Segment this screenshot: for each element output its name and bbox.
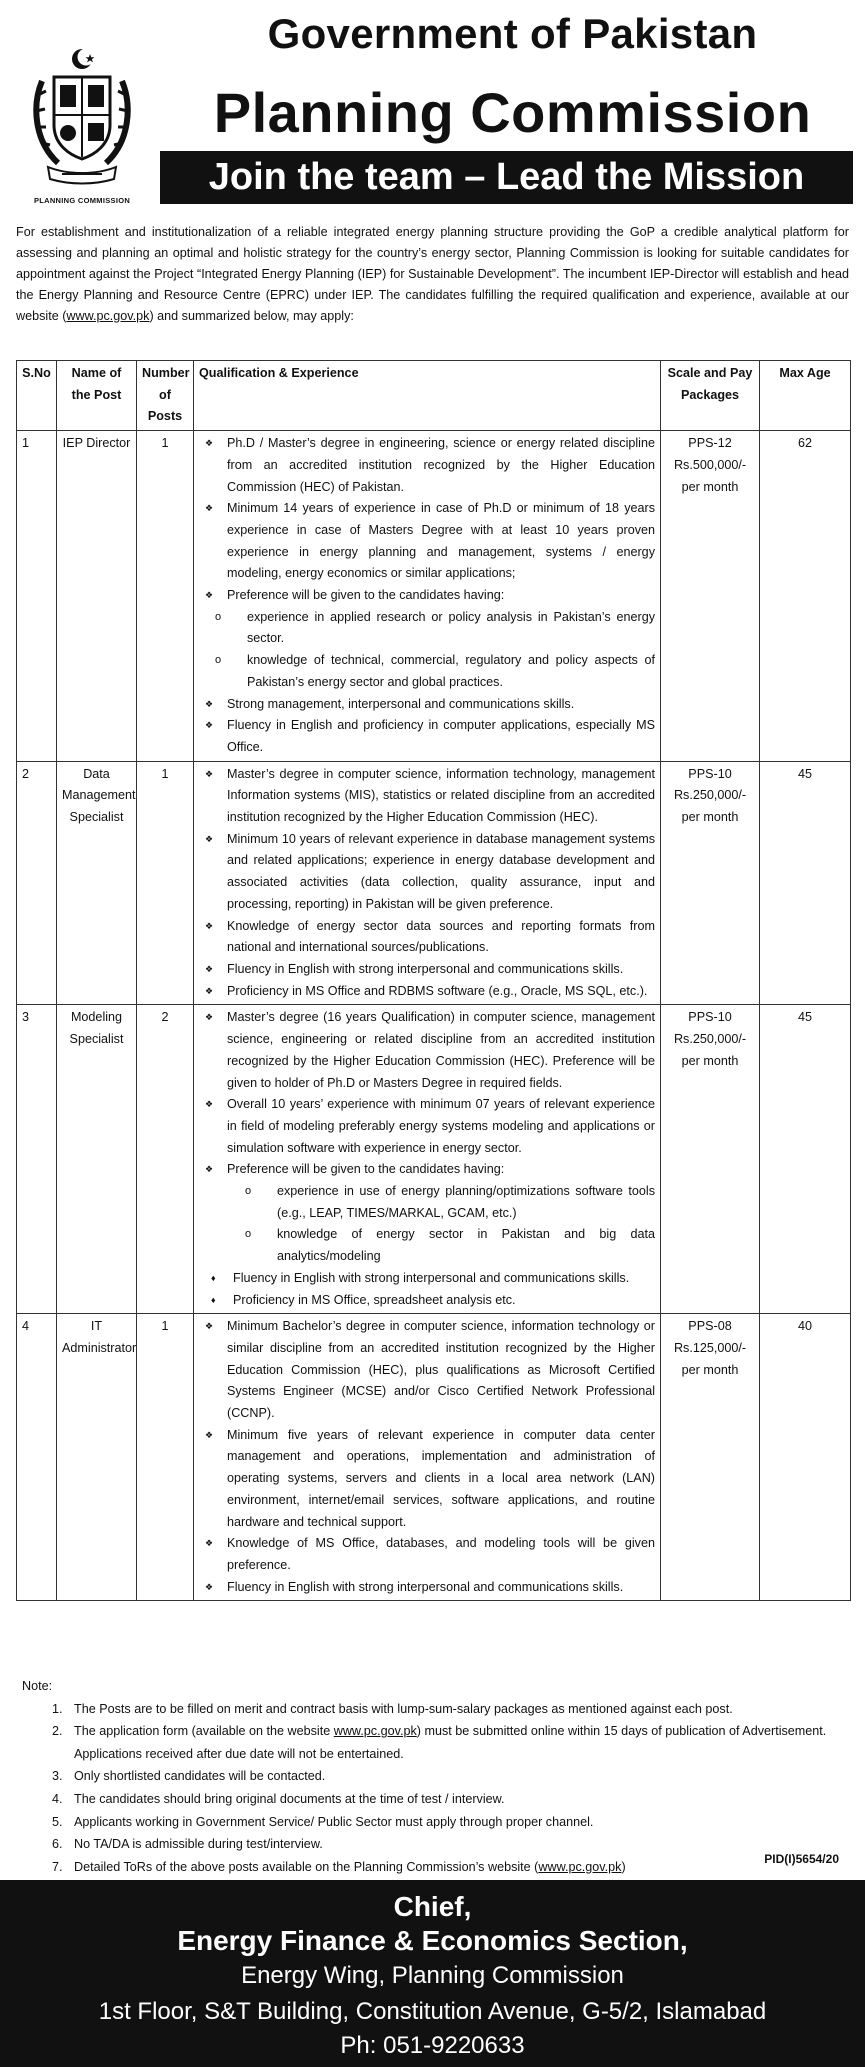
qualification-item: ❖ Preference will be given to the candidates having:: [227, 1159, 655, 1181]
tagline-banner: Join the team – Lead the Mission: [160, 151, 853, 204]
header-sno: S.No: [17, 361, 57, 431]
qualification-item: ❖ Master’s degree (16 years Qualification) in computer science, management science, engineering or related discipline from an accredited institution recognized by the Higher Education Commission (HEC). Preference will be given to holder of Ph.D or Masters Degree in required fields.: [227, 1007, 655, 1094]
row-max-age: 45: [760, 761, 851, 1005]
qualification-item: ❖ Strong management, interpersonal and communications skills.: [227, 694, 655, 716]
note-item: [66, 1720, 849, 1765]
qualification-item: ❖ Minimum Bachelor’s degree in computer science, information technology or similar discipline from an accredited institution recognized by the Higher Education Commission (HEC), plus qualifications as Microsoft Certified Systems Engineer (MCSE) and/or Cisco Certified Network Professional (CCNP).: [227, 1316, 655, 1425]
header-number-of-posts: Number of Posts: [137, 361, 194, 431]
pay-amount: Rs.500,000/-: [673, 457, 747, 472]
government-heading: Government of Pakistan: [267, 10, 758, 57]
table-header-row: [17, 361, 851, 431]
logo-caption: PLANNING COMMISSION: [33, 196, 131, 205]
intro-text-end: ) and summarized below, may apply:: [149, 309, 354, 323]
note-item: 5. Applicants working in Government Service/ Public Sector must apply through proper channel.: [66, 1811, 849, 1834]
pay-scale: PPS-12: [688, 436, 732, 451]
row-max-age: 62: [760, 431, 851, 762]
pay-period: per month: [681, 810, 739, 825]
pay-period: per month: [681, 1362, 739, 1377]
planning-commission-emblem-icon: [28, 40, 136, 210]
contact-wing: Energy Wing, Planning Commission: [241, 1962, 624, 1989]
row-qualification: [194, 1314, 661, 1601]
header-qualification: Qualification & Experience: [194, 361, 661, 431]
qualification-item: ♦ Fluency in English with strong interpersonal and communications skills.: [233, 1268, 655, 1290]
table-row: [17, 431, 851, 762]
note-item: [66, 1856, 849, 1879]
row-qualification: [194, 431, 661, 762]
qualification-item: ❖ Minimum five years of relevant experience in computer data center management and operations, implementation and administration of operating systems, servers and clients in a local area network (LAN) environment, internet/email services, software applications, and routine hardware and technical support.: [227, 1425, 655, 1534]
contact-address: 1st Floor, S&T Building, Constitution Avenue, G-5/2, Islamabad: [98, 1998, 767, 2025]
note-text: The application form (available on the website: [74, 1724, 334, 1739]
row-pay: [661, 761, 760, 1005]
organization-heading: Planning Commission: [213, 81, 812, 144]
preference-item: o knowledge of energy sector in Pakistan and big data analytics/modeling: [277, 1224, 655, 1267]
header: [0, 0, 865, 206]
row-pay: [661, 1314, 760, 1601]
table-row: [17, 1005, 851, 1314]
note-text: Detailed ToRs of the above posts available on the Planning Commission’s website (: [74, 1859, 539, 1874]
qualification-item: ❖ Fluency in English with strong interpersonal and communications skills.: [227, 1577, 655, 1599]
row-post-name: Modeling Specialist: [57, 1005, 137, 1314]
row-post-name: IEP Director: [57, 431, 137, 762]
preference-item: o experience in applied research or policy analysis in Pakistan’s energy sector.: [247, 607, 655, 650]
pay-period: per month: [681, 479, 739, 494]
website-link[interactable]: www.pc.gov.pk: [538, 1859, 622, 1874]
qualification-item: ❖ Ph.D / Master’s degree in engineering, science or energy related discipline from an accredited institution recognized by the Higher Education Commission (HEC) of Pakistan.: [227, 433, 655, 498]
row-pay: [661, 1005, 760, 1314]
note-item: 3. Only shortlisted candidates will be contacted.: [66, 1765, 849, 1788]
contact-footer: [0, 1880, 865, 2067]
qualification-item: ❖ Knowledge of MS Office, databases, and modeling tools will be given preference.: [227, 1533, 655, 1576]
note-item: 6. No TA/DA is admissible during test/interview.: [66, 1833, 849, 1856]
row-max-age: 40: [760, 1314, 851, 1601]
preference-item: o experience in use of energy planning/optimizations software tools (e.g., LEAP, TIMES/MARKAL, GCAM, etc.): [277, 1181, 655, 1224]
contact-title: Chief,: [393, 1891, 472, 1922]
row-qualification: [194, 761, 661, 1005]
notes-section: [22, 1675, 849, 1878]
note-text: ) must be submitted online within 15 days of publication of Advertisement. Applications received after due date will not be entertained.: [74, 1724, 827, 1761]
qualification-item: ❖ Minimum 14 years of experience in case of Ph.D or minimum of 18 years experience in case of Masters Degree with at least 10 years proven experience in energy planning and management, systems / energy modeling, energy economics or similar applications;: [227, 498, 655, 585]
intro-text: For establishment and institutionalization of a reliable integrated energy planning structure providing the GoP a credible analytical platform for assessing and planning an optimal and holistic strategy for the country’s energy sector, Planning Commission is looking for suitable candidates for appointment against the Project “Integrated Energy Planning (IEP) for Sustainable Development”. The incumbent IEP-Director will establish and head the Energy Planning and Resource Centre (EPRC) under IEP. The candidates fulfilling the required qualification and experience, available at our website (: [16, 225, 849, 323]
qualification-item: ❖ Overall 10 years’ experience with minimum 07 years of relevant experience in field of modeling preferably energy systems modeling and applications or simulation software with experience in energy sector.: [227, 1094, 655, 1159]
note-item: 4. The candidates should bring original documents at the time of test / interview.: [66, 1788, 849, 1811]
qualification-item: ❖ Minimum 10 years of relevant experience in database management systems and related applications; experience in energy database development and associated activities (data collection, quality assurance, input and processing, reporting) in Pakistan will be given preference.: [227, 829, 655, 916]
pay-scale: PPS-10: [688, 1010, 732, 1025]
row-sno: 1: [17, 431, 57, 762]
website-link[interactable]: www.pc.gov.pk: [333, 1724, 417, 1739]
table-row: [17, 761, 851, 1005]
qualification-item: ❖ Fluency in English and proficiency in computer applications, especially MS Office.: [227, 715, 655, 758]
contact-section: Energy Finance & Economics Section,: [177, 1925, 688, 1956]
row-post-name: Data Management Specialist: [57, 761, 137, 1005]
row-sno: 2: [17, 761, 57, 1005]
row-number-of-posts: 1: [137, 761, 194, 1005]
publication-id: PID(I)5654/20: [764, 1852, 839, 1866]
website-link[interactable]: www.pc.gov.pk: [66, 309, 150, 323]
table-row: [17, 1314, 851, 1601]
note-text: ): [621, 1859, 626, 1874]
row-number-of-posts: 2: [137, 1005, 194, 1314]
header-max-age: Max Age: [760, 361, 851, 431]
row-number-of-posts: 1: [137, 431, 194, 762]
row-post-name: IT Administrator: [57, 1314, 137, 1601]
note-item: 1. The Posts are to be filled on merit and contract basis with lump-sum-salary packages as mentioned against each post.: [66, 1698, 849, 1721]
qualification-item: ❖ Proficiency in MS Office and RDBMS software (e.g., Oracle, MS SQL, etc.).: [227, 981, 655, 1003]
qualification-item: ❖ Master’s degree in computer science, information technology, management Information systems (MIS), statistics or related discipline from an accredited institution recognized by the Higher Education Commission (HEC).: [227, 764, 655, 829]
pay-amount: Rs.250,000/-: [673, 1032, 747, 1047]
header-post-name: Name of the Post: [57, 361, 137, 431]
pay-period: per month: [681, 1053, 739, 1068]
qualification-item: ❖ Preference will be given to the candidates having:: [227, 585, 655, 607]
qualification-item: ❖ Fluency in English with strong interpersonal and communications skills.: [227, 959, 655, 981]
pay-amount: Rs.125,000/-: [673, 1340, 747, 1355]
qualification-item: ♦ Proficiency in MS Office, spreadsheet analysis etc.: [233, 1290, 655, 1312]
contact-phone: Ph: 051-9220633: [340, 2032, 525, 2059]
pay-scale: PPS-08: [688, 1319, 732, 1334]
notes-title: Note:: [22, 1679, 53, 1693]
intro-paragraph: [16, 222, 849, 327]
pay-scale: PPS-10: [688, 766, 732, 781]
row-number-of-posts: 1: [137, 1314, 194, 1601]
row-pay: [661, 431, 760, 762]
qualification-item: ❖ Knowledge of energy sector data sources and reporting formats from national and international sources/publications.: [227, 916, 655, 959]
header-pay: Scale and Pay Packages: [661, 361, 760, 431]
row-qualification: [194, 1005, 661, 1314]
row-sno: 4: [17, 1314, 57, 1601]
row-max-age: 45: [760, 1005, 851, 1314]
posts-table: [16, 360, 851, 1601]
pay-amount: Rs.250,000/-: [673, 788, 747, 803]
preference-item: o knowledge of technical, commercial, regulatory and policy aspects of Pakistan’s energy sector and global practices.: [247, 650, 655, 693]
row-sno: 3: [17, 1005, 57, 1314]
